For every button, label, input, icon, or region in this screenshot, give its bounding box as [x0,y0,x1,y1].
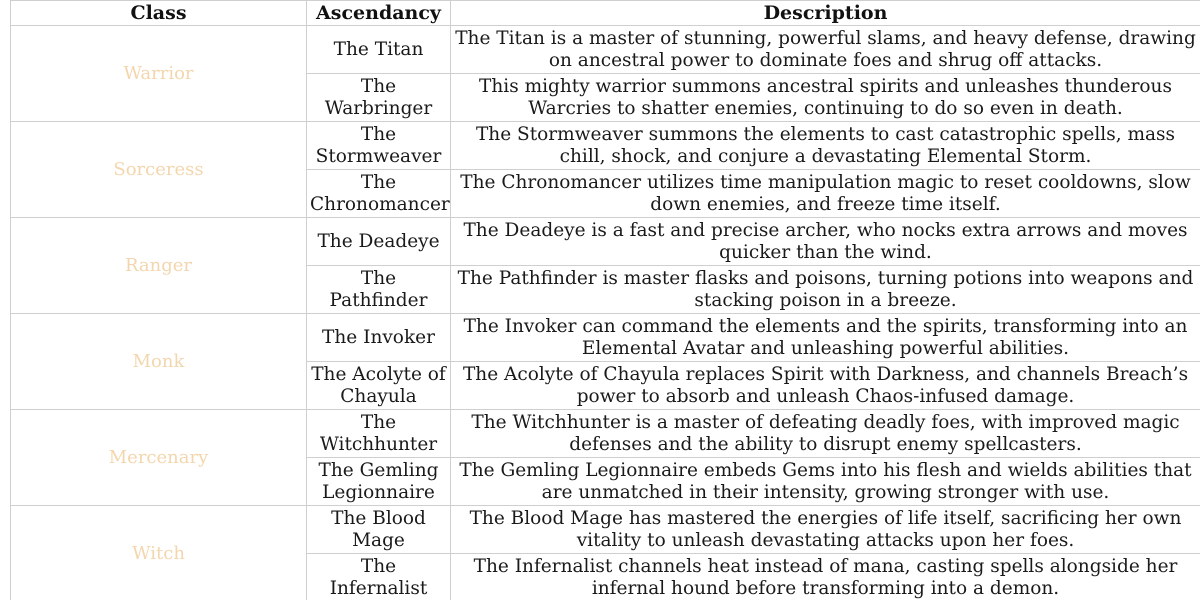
ascendancy-description: The Titan is a master of stunning, powerful slams, and heavy defense, drawing on ancestral power to dominate foes and shrug off attacks. [451,26,1200,74]
table-row [11,218,1200,266]
ascendancy-description: The Gemling Legionnaire embeds Gems into his flesh and wields abilities that are unmatched in their intensity, growing stronger with use. [451,458,1200,506]
ascendancy-description: This mighty warrior summons ancestral spirits and unleashes thunderous Warcries to shatter enemies, continuing to do so even in death. [451,74,1200,122]
ascendancy-name: The Stormweaver [307,122,451,170]
class-cell-witch: Witch [11,506,307,600]
ascendancy-name: The Pathfinder [307,266,451,314]
ascendancy-name: The Acolyte of Chayula [307,362,451,410]
table-row [11,410,1200,458]
ascendancy-description: The Invoker can command the elements and the spirits, transforming into an Elemental Avatar and unleashing powerful abilities. [451,314,1200,362]
ascendancy-description: The Infernalist channels heat instead of mana, casting spells alongside her infernal hound before transforming into a demon. [451,554,1200,600]
class-cell-mercenary: Mercenary [11,410,307,506]
ascendancy-description: The Blood Mage has mastered the energies of life itself, sacrificing her own vitality to unleash devastating attacks upon her foes. [451,506,1200,554]
ascendancy-name: The Chronomancer [307,170,451,218]
ascendancy-description: The Deadeye is a fast and precise archer, who nocks extra arrows and moves quicker than the wind. [451,218,1200,266]
table-header [11,1,1200,26]
ascendancy-description: The Acolyte of Chayula replaces Spirit with Darkness, and channels Breach’s power to absorb and unleash Chaos-infused damage. [451,362,1200,410]
class-cell-sorceress: Sorceress [11,122,307,218]
ascendancy-description: The Witchhunter is a master of defeating deadly foes, with improved magic defenses and the ability to disrupt enemy spellcasters. [451,410,1200,458]
ascendancy-description: The Chronomancer utilizes time manipulation magic to reset cooldowns, slow down enemies, and freeze time itself. [451,170,1200,218]
ascendancy-name: The Titan [307,26,451,74]
table-row [11,314,1200,362]
ascendancy-table [10,0,1200,600]
ascendancy-name: The Witchhunter [307,410,451,458]
table-row [11,506,1200,554]
ascendancy-name: The Gemling Legionnaire [307,458,451,506]
header-row [11,1,1200,26]
ascendancy-name: The Infernalist [307,554,451,600]
ascendancy-name: The Blood Mage [307,506,451,554]
class-cell-monk: Monk [11,314,307,410]
table-body [11,26,1200,600]
ascendancy-name: The Invoker [307,314,451,362]
table-row [11,26,1200,74]
table-row [11,122,1200,170]
class-cell-ranger: Ranger [11,218,307,314]
ascendancy-name: The Warbringer [307,74,451,122]
ascendancy-description: The Pathfinder is master flasks and poisons, turning potions into weapons and stacking poison in a breeze. [451,266,1200,314]
ascendancy-name: The Deadeye [307,218,451,266]
header-description: Description [451,1,1200,26]
header-class: Class [11,1,307,26]
ascendancy-description: The Stormweaver summons the elements to cast catastrophic spells, mass chill, shock, and conjure a devastating Elemental Storm. [451,122,1200,170]
class-cell-warrior: Warrior [11,26,307,122]
header-ascendancy: Ascendancy [307,1,451,26]
